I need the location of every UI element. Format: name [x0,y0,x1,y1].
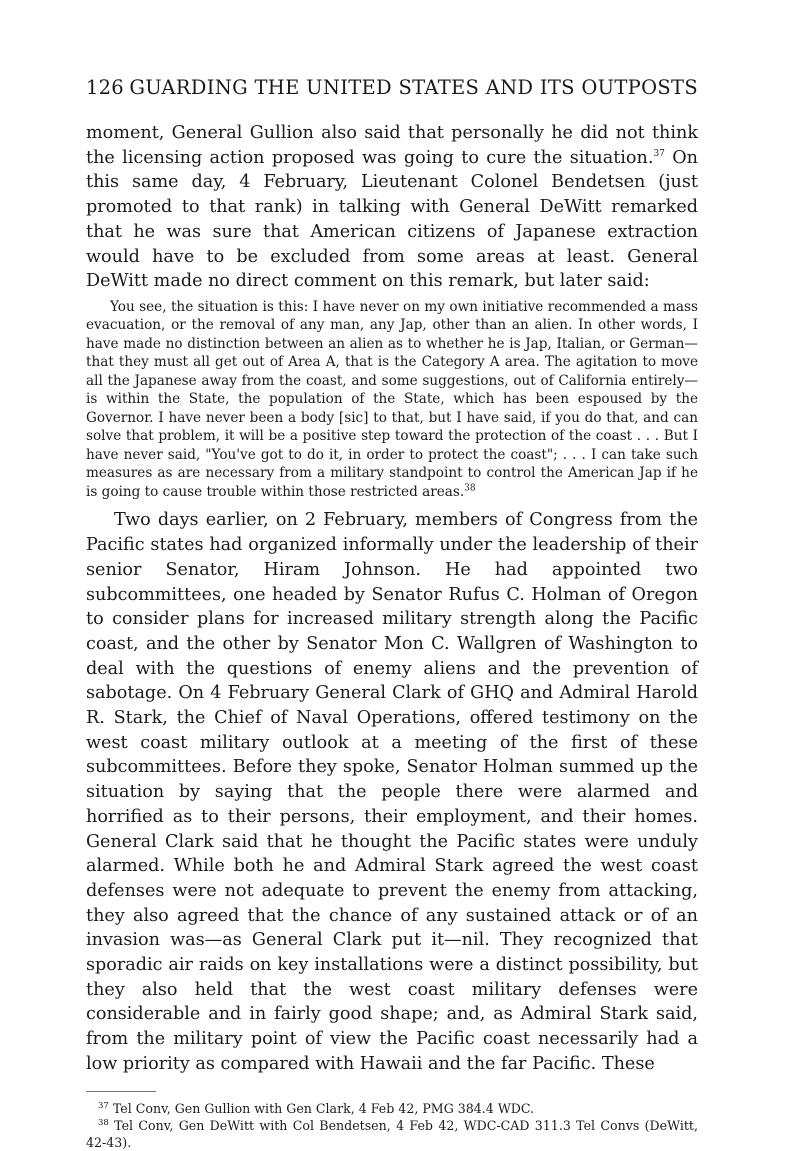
footnote-mark: 37 [98,1100,109,1111]
footnote-38 [86,1117,698,1151]
paragraph-1-text-a: moment, General Gullion also said that personally he did not think the licensing action proposed was going to cure the situation. [86,123,698,168]
footnote-text: Tel Conv, Gen Gullion with Gen Clark, 4 Feb 42, PMG 384.4 WDC. [112,1100,535,1116]
paragraph-2 [86,508,698,1076]
footnote-mark: 38 [98,1117,109,1128]
block-quote [86,298,698,502]
paragraph-1-text-b: On this same day, 4 February, Lieutenant Colonel Bendetsen (just promoted to that rank) in talking with General DeWitt remarked that he was sure that American citizens of Japanese extraction would have to be excluded from some areas at least. General DeWitt made no direct comment on this remark, but later said: [86,147,698,292]
footnote-divider [86,1091,156,1092]
footnote-ref-37[interactable]: 37 [653,148,665,159]
page-number: 126 [86,76,124,99]
footnote-37 [86,1100,698,1117]
running-head [86,76,698,99]
block-quote-text: You see, the situation is this: I have never on my own initiative recommended a mass evacuation, or the removal of any man, any Jap, other than an alien. In other words, I have made no distinction between an alien as to whether he is Jap, Italian, or German—that they must all get out of Area A, that is the Category A area. The agitation to move all the Japanese away from the coast, and some suggestions, out of California entirely—is within the State, the population of the State, which has been espoused by the Governor. I have never been a body [sic] to that, but I have said, if you do that, and can solve that problem, it will be a positive step toward the protection of the coast . . . But I have never said, "You've got to do it, in order to protect the coast"; . . . I can take such measures as are necessary from a military standpoint to control the American Jap if he is going to cause trouble within those restricted areas. [86,298,698,500]
footnote-ref-38[interactable]: 38 [464,483,476,494]
footnote-text: Tel Conv, Gen DeWitt with Col Bendetsen, 4 Feb 42, WDC-CAD 311.3 Tel Convs (DeWitt, 42-43). [86,1117,698,1150]
book-page [86,76,698,1151]
footnotes [86,1100,698,1151]
running-title: GUARDING THE UNITED STATES AND ITS OUTPOSTS [129,76,698,99]
paragraph-1 [86,121,698,294]
paragraph-2-text: Two days earlier, on 2 February, members of Congress from the Pacific states had organized informally under the leadership of their senior Senator, Hiram Johnson. He had appointed two subcommittees, one headed by Senator Rufus C. Holman of Oregon to consider plans for increased military strength along the Pacific coast, and the other by Senator Mon C. Wallgren of Washington to deal with the questions of enemy aliens and the prevention of sabotage. On 4 February General Clark of GHQ and Admiral Harold R. Stark, the Chief of Naval Operations, offered testimony on the west coast military outlook at a meeting of the first of these subcommittees. Before they spoke, Senator Holman summed up the situation by saying that the people there were alarmed and horrified as to their persons, their employment, and their homes. General Clark said that he thought the Pacific states were unduly alarmed. While both he and Admiral Stark agreed the west coast defenses were not adequate to prevent the enemy from attacking, they also agreed that the chance of any sustained attack or of an invasion was—as General Clark put it—nil. They recognized that sporadic air raids on key installations were a distinct possibility, but they also held that the west coast military defenses were considerable and in fairly good shape; and, as Admiral Stark said, from the military point of view the Pacific coast necessarily had a low priority as compared with Hawaii and the far Pacific. These [86,510,698,1074]
